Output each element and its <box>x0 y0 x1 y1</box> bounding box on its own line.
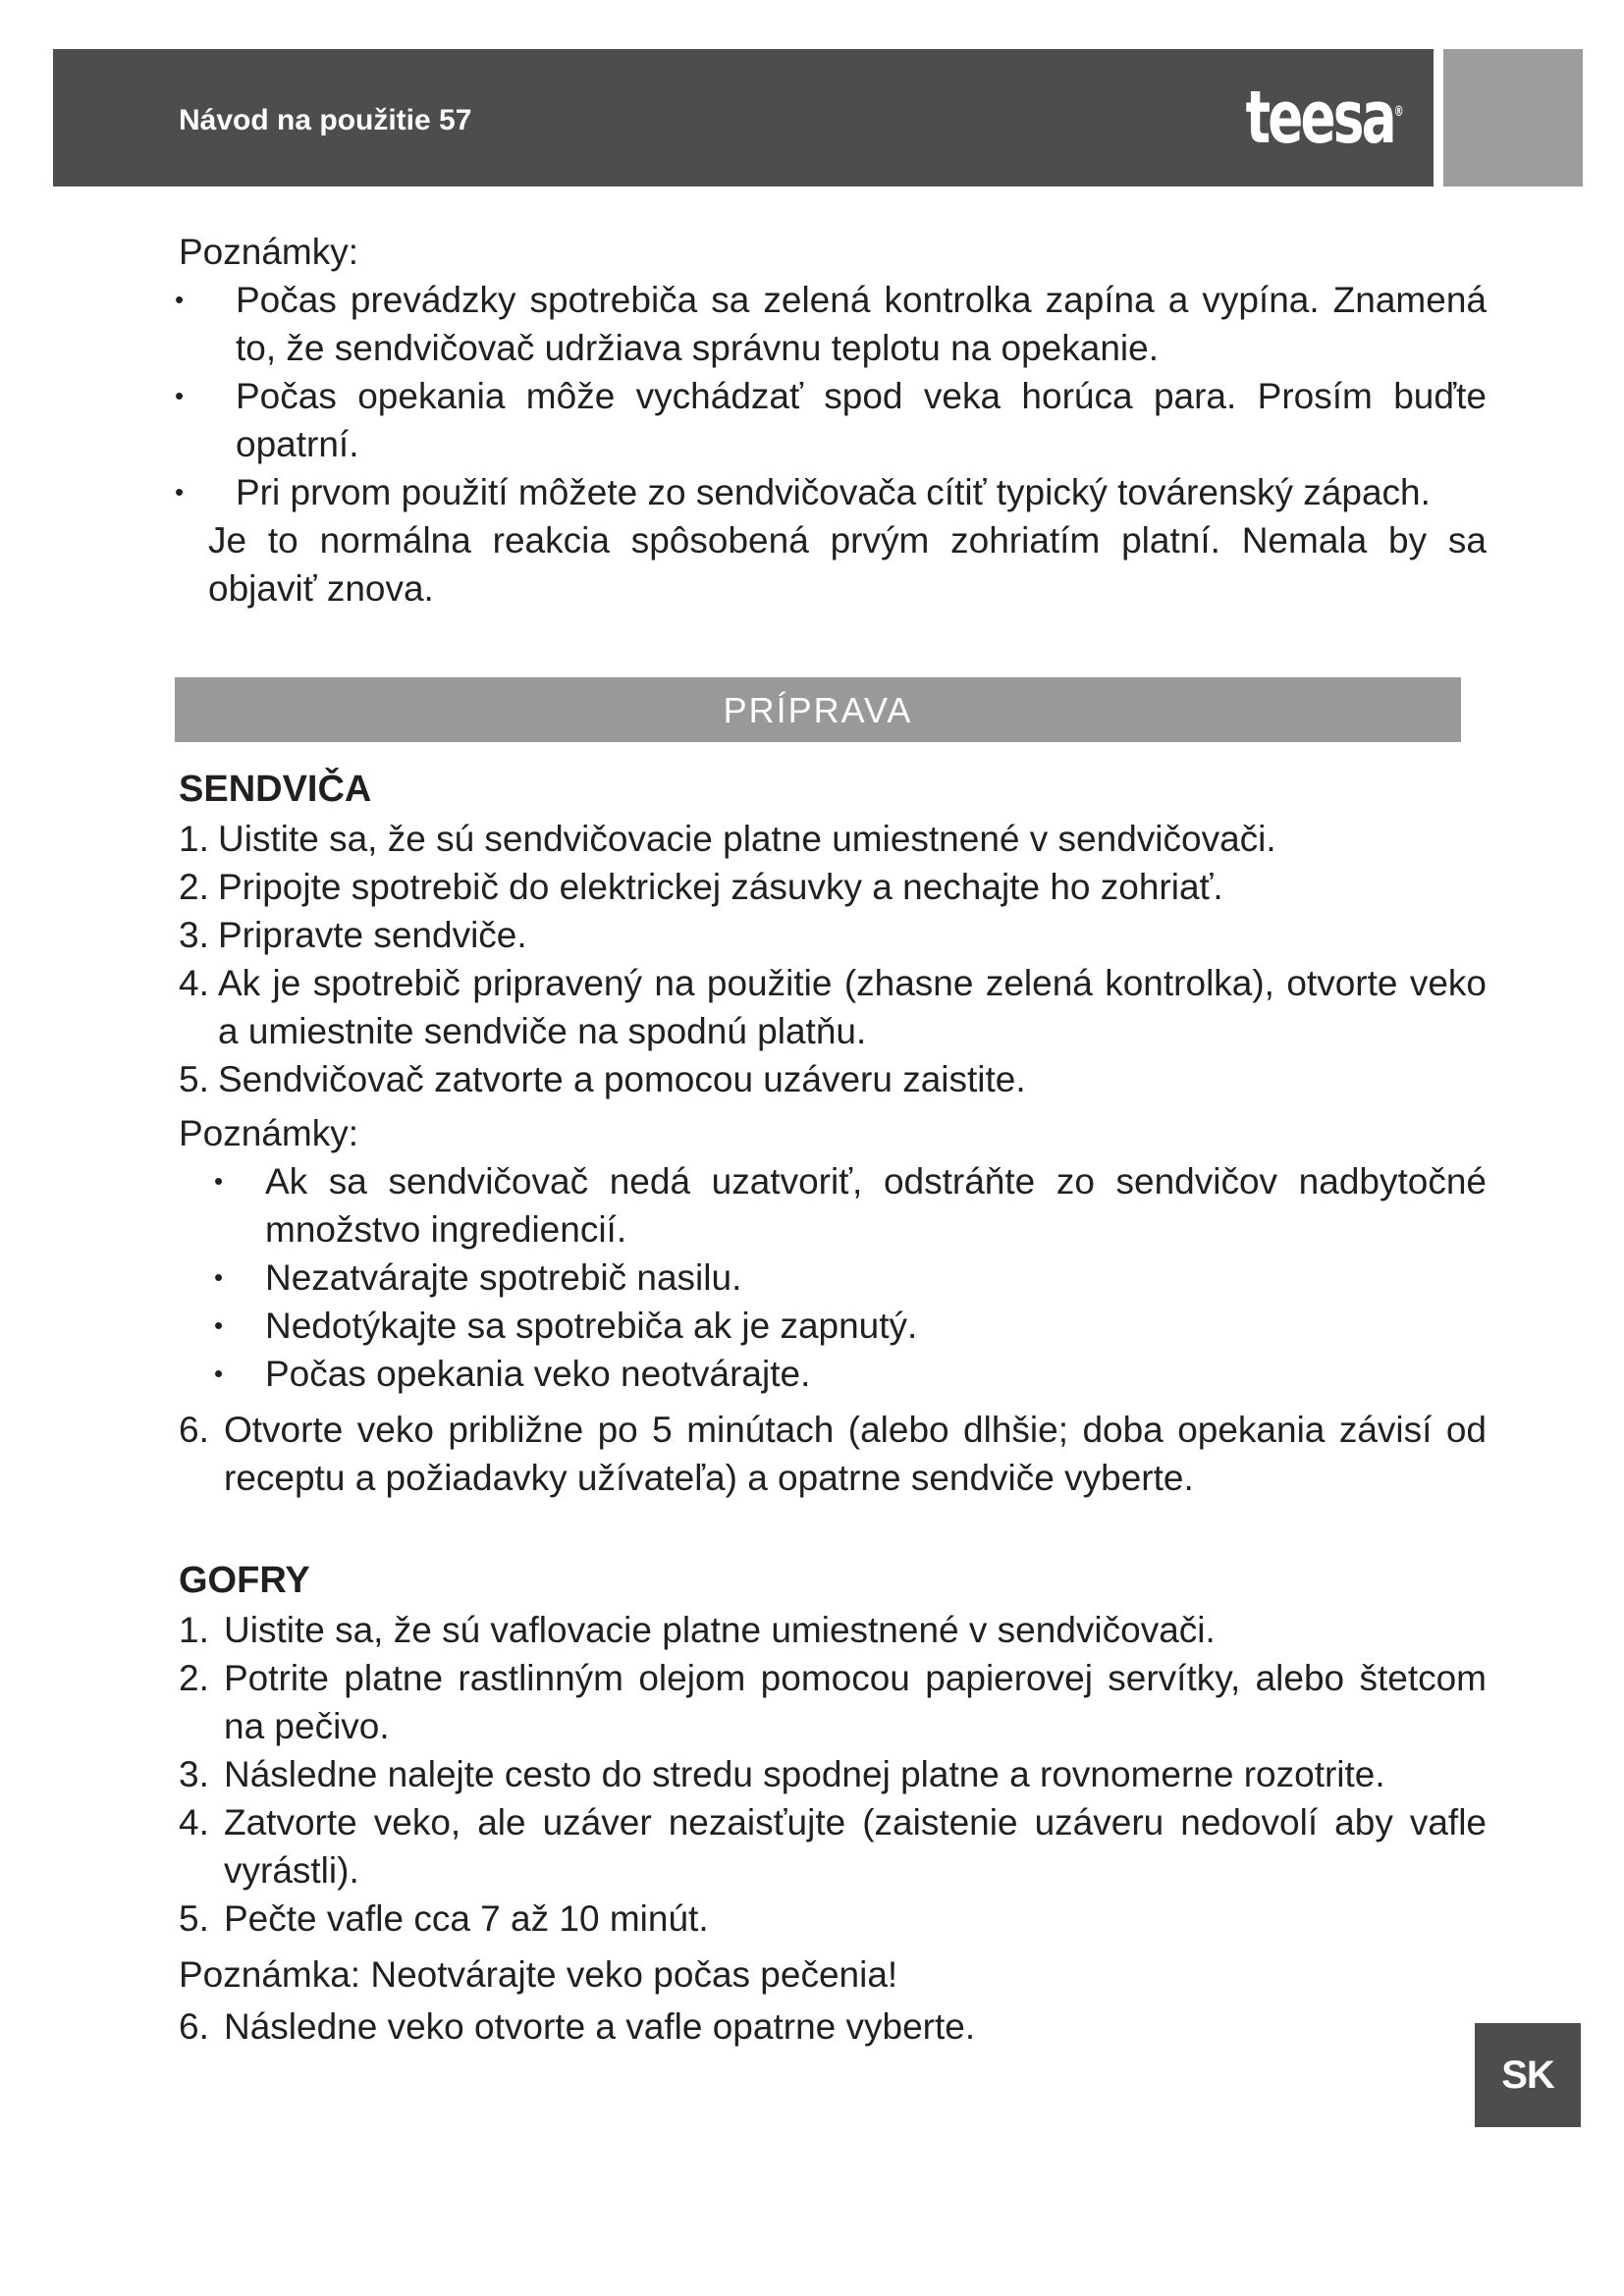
step-text: Otvorte veko približne po 5 minútach (alebo dlhšie; doba opekania závisí od receptu a požiadavky užívateľa) a opatrne sendviče vyberte. <box>224 1410 1487 1498</box>
waffles-heading: GOFRY <box>179 1560 310 1601</box>
step-text: Následne veko otvorte a vafle opatrne vyberte. <box>224 2006 976 2047</box>
step-text: Uistite sa, že sú sendvičovacie platne umiestnené v sendvičovači. <box>218 819 1276 859</box>
waffles-note: Poznámka: Neotvárajte veko počas pečenia! <box>179 1954 898 1995</box>
sandwich-notes-list <box>204 1157 1487 1398</box>
step-text: Uistite sa, že sú vaflovacie platne umiestnené v sendvičovači. <box>224 1610 1216 1650</box>
brand-name: teesa <box>1245 76 1394 160</box>
step-item <box>179 815 1487 863</box>
list-item <box>175 468 1487 613</box>
step-item <box>179 1798 1487 1895</box>
page-content <box>179 228 1487 2051</box>
list-item-continuation: Je to normálna reakcia spôsobená prvým zohriatím platní. Nemala by sa objaviť znova. <box>208 520 1487 609</box>
sandwich-steps <box>179 815 1487 1103</box>
step-number: 6. <box>179 1410 209 1450</box>
step-number: 4. <box>179 1802 209 1842</box>
step-item <box>179 1055 1487 1103</box>
step-number: 1. <box>179 819 209 859</box>
sandwich-notes-label: Poznámky: <box>179 1113 359 1153</box>
header-tab-block <box>1443 49 1583 187</box>
step-number: 5. <box>179 1059 209 1099</box>
step-item <box>179 1406 1487 1502</box>
step-item <box>179 2002 1487 2051</box>
waffles-steps <box>179 1606 1487 1943</box>
step-text: Pripojte spotrebič do elektrickej zásuvky a nechajte ho zohriať. <box>218 867 1223 907</box>
intro-notes-list <box>179 276 1487 613</box>
header-bar <box>53 49 1434 187</box>
waffles-final-step <box>179 2002 1487 2051</box>
step-number: 3. <box>179 915 209 955</box>
step-number: 3. <box>179 1754 209 1794</box>
step-number: 1. <box>179 1610 209 1650</box>
list-item: • Nedotýkajte sa spotrebiča ak je zapnutý. <box>204 1302 1487 1350</box>
list-item: • Počas opekania veko neotvárajte. <box>204 1350 1487 1398</box>
sandwich-heading: SENDVIČA <box>179 769 372 810</box>
step-number: 2. <box>179 867 209 907</box>
step-number: 6. <box>179 2006 209 2047</box>
step-item <box>179 911 1487 959</box>
list-item: • Ak sa sendvičovač nedá uzatvoriť, odstráňte zo sendvičov nadbytočné množstvo ingrediencií. <box>204 1157 1487 1254</box>
list-item-text: Pri prvom použití môžete zo sendvičovača cítiť typický továrenský zápach. <box>236 472 1431 512</box>
list-item: • Počas opekania môže vychádzať spod veka horúca para. Prosím buďte opatrní. <box>175 372 1487 468</box>
step-item <box>179 863 1487 911</box>
registered-mark: ® <box>1393 104 1404 120</box>
step-text: Pripravte sendviče. <box>218 915 527 955</box>
step-number: 2. <box>179 1658 209 1698</box>
list-item: • Počas prevádzky spotrebiča sa zelená kontrolka zapína a vypína. Znamená to, že sendvičovač udržiava správnu teplotu na opekanie. <box>175 276 1487 372</box>
sandwich-final-step <box>179 1406 1487 1502</box>
step-text: Ak je spotrebič pripravený na použitie (zhasne zelená kontrolka), otvorte veko a umiestnite sendviče na spodnú platňu. <box>218 963 1487 1051</box>
list-item: • Nezatvárajte spotrebič nasilu. <box>204 1254 1487 1302</box>
step-item <box>179 1654 1487 1750</box>
step-text: Pečte vafle cca 7 až 10 minút. <box>224 1898 709 1939</box>
step-number: 4. <box>179 963 209 1003</box>
step-item <box>179 1750 1487 1798</box>
step-text: Potrite platne rastlinným olejom pomocou papierovej servítky, alebo štetcom na pečivo. <box>224 1658 1487 1746</box>
brand-logo <box>1245 76 1404 160</box>
step-number: 5. <box>179 1898 209 1939</box>
step-item <box>179 1895 1487 1943</box>
step-text: Následne nalejte cesto do stredu spodnej platne a rovnomerne rozotrite. <box>224 1754 1385 1794</box>
intro-notes-label: Poznámky: <box>179 232 359 272</box>
language-badge: SK <box>1475 2023 1581 2127</box>
step-item <box>179 959 1487 1055</box>
step-text: Sendvičovač zatvorte a pomocou uzáveru zaistite. <box>218 1059 1026 1099</box>
step-item <box>179 1606 1487 1654</box>
page-title: Návod na použitie 57 <box>179 104 472 136</box>
step-text: Zatvorte veko, ale uzáver nezaisťujte (zaistenie uzáveru nedovolí aby vafle vyrástli). <box>224 1802 1487 1891</box>
section-heading-bar: PRÍPRAVA <box>175 677 1461 742</box>
